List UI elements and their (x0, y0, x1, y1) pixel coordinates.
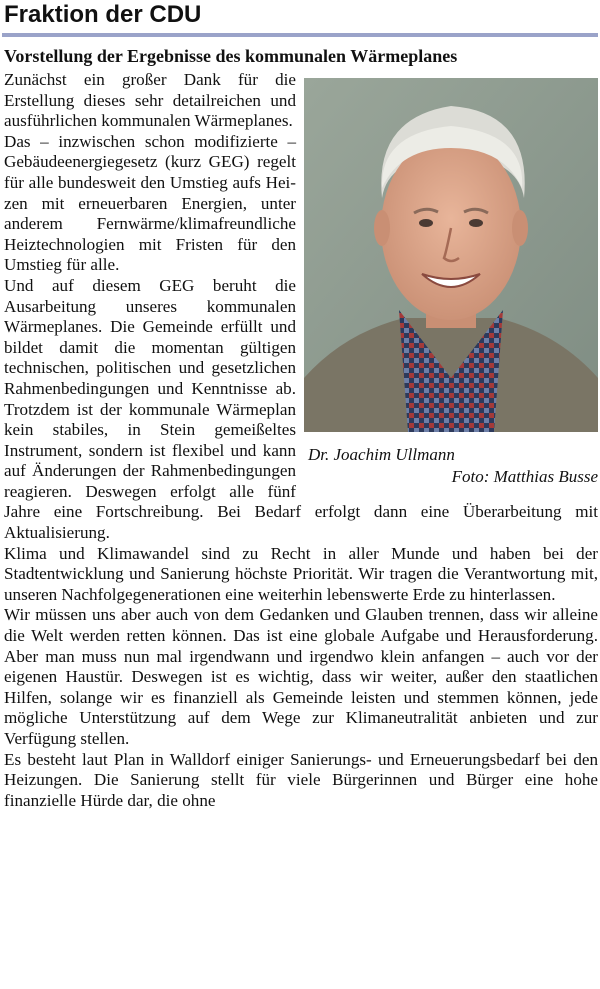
article-paragraph: Wir müssen uns aber auch von dem Gedanken und Glauben trennen, dass wir alleine die Welt werden retten können. Das ist eine globale Aufgabe und Herausforderung. Aber man muss nun mal irgendwann und irgendwo klein anfangen – auch vor der eigenen Haustür. Deswegen ist es wichtig, dass wir weiter, außer den staatlichen Hilfen, solange wir es finanziell als Gemeinde leisten und stemmen können, jede mögliche Unterstützung auf dem Wege zur Klimaneutralität anbieten und zur Verfügung stellen. (4, 605, 598, 748)
section-title: Fraktion der CDU (4, 1, 202, 28)
photo-caption-name: Dr. Joachim Ullmann (308, 445, 455, 464)
portrait-figure (304, 78, 598, 493)
photo-credit: Foto: Matthias Busse (451, 467, 598, 486)
section-divider (2, 33, 598, 37)
article-paragraph: Das – inzwischen schon modifizierte – Gebäudeenergiegesetz (kurz GEG) regelt für alle bundesweit den Umstieg aufs Heizen mit erneuerbaren Energien, unter anderem Fernwärme/klimafreundliche Heiztechnologien mit Fristen für den Umstieg für alle. (4, 131, 296, 275)
article-heading: Vorstellung der Ergebnisse des kommunalen Wärmeplanes (4, 46, 458, 66)
article-body (4, 70, 598, 811)
article-paragraph: Klima und Klimawandel sind zu Recht in aller Munde und haben bei der Stadtentwicklung und Sanierung höchste Priorität. Wir tragen die Verantwortung mit, unseren Nachfolgegenerationen eine weiterhin lebenswerte Erde zu hinterlassen. (4, 543, 598, 604)
article-paragraph: Zunächst ein großer Dank für die Erstellung dieses sehr detailreichen und ausführlichen kommunalen Wärmeplanes. (4, 70, 296, 131)
article-paragraph: Es besteht laut Plan in Walldorf einiger Sanierungs- und Erneuerungsbedarf bei den Heizungen. Die Sanierung stellt für viele Bürgerinnen und Bürger eine hohe finanzielle Hürde dar, die ohne (4, 749, 598, 810)
article-paragraph: Und auf diesem GEG beruht die Ausarbeitung unseres kommunalen Wärmeplanes. Die Gemeinde erfüllt und bildet damit die momentan gültigen technischen, politischen und gesetzlichen Rahmenbedingungen und Kenntnisse ab. Trotzdem ist der kommunale Wärmeplan kein stabiles, in Stein gemeißeltes Instrument, sondern ist flexibel und kann auf Änderungen der Rahmenbedingungen reagieren. Deswegen erfolgt alle fünf Jahre eine Fortschreibung. Bei Bedarf erfolgt dann eine Überarbeitung mit Aktualisierung. (4, 275, 598, 543)
portrait-photo (304, 78, 598, 432)
